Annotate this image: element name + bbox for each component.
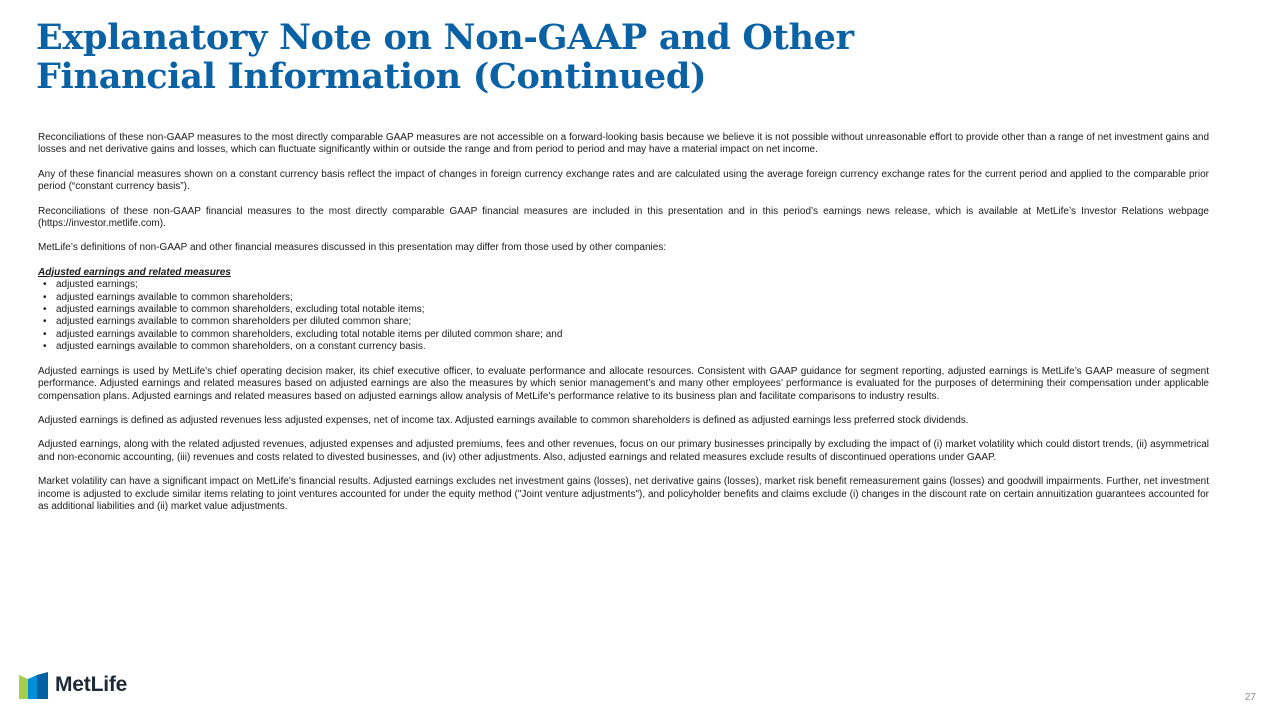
bullet-icon: • [43, 291, 47, 303]
list-item [38, 279, 1209, 291]
metlife-logo [19, 671, 127, 699]
page-title-line-2: Financial Information (Continued) [36, 56, 707, 97]
measures-list [38, 279, 1209, 353]
paragraph-reconciliations: Reconciliations of these non-GAAP financial measures to the most directly comparable GAAP financial measures are included in this presentation and in this period’s earnings news release, which is available at MetLife’s Investor Relations webpage (https://investor.metlife.com). [38, 205, 1209, 230]
body-text [38, 132, 1209, 525]
page-title [36, 18, 1036, 96]
paragraph-adjusted-earnings-definition: Adjusted earnings is defined as adjusted revenues less adjusted expenses, net of income tax. Adjusted earnings available to common shareholders is defined as adjusted earnings less preferred stock dividends. [38, 414, 969, 426]
list-item-text: adjusted earnings available to common shareholders, excluding total notable items per diluted common share; and [56, 328, 563, 340]
list-item-text: adjusted earnings available to common shareholders, excluding total notable items; [56, 304, 425, 316]
list-item-text: adjusted earnings available to common shareholders, on a constant currency basis. [56, 341, 426, 353]
bullet-icon: • [43, 328, 47, 340]
bullet-icon: • [43, 316, 47, 328]
list-item-text: adjusted earnings available to common shareholders per diluted common share; [56, 316, 412, 328]
section-heading: Adjusted earnings and related measures [38, 266, 231, 278]
paragraph-adjusted-earnings-use: Adjusted earnings is used by MetLife's chief operating decision maker, its chief executive officer, to evaluate performance and allocate resources. Consistent with GAAP guidance for segment reporting, adjusted earnings is MetLife’s GAAP measure of segment performance. Adjusted earnings and related measures based on adjusted earnings are also the measures by which senior management’s and many other employees’ performance is evaluated for the purposes of determining their compensation under applicable compensation plans. Adjusted earnings and related measures based on adjusted earnings allow analysis of MetLife's performance relative to its business plan and facilitate comparisons to industry results. [38, 365, 1209, 402]
list-item-text: adjusted earnings; [56, 279, 138, 291]
paragraph-definitions-intro: MetLife’s definitions of non-GAAP and other financial measures discussed in this presentation may differ from those used by other companies: [38, 242, 667, 254]
paragraph-constant-currency: Any of these financial measures shown on a constant currency basis reflect the impact of changes in foreign currency exchange rates and are calculated using the average foreign currency exchange rates for the current period and applied to the comparable prior period (“constant currency basis”). [38, 168, 1209, 193]
list-item [38, 341, 1209, 353]
bullet-icon: • [43, 279, 47, 291]
bullet-icon: • [43, 304, 47, 316]
list-item [38, 304, 1209, 316]
list-item-text: adjusted earnings available to common shareholders; [56, 291, 293, 303]
bullet-icon: • [43, 341, 47, 353]
metlife-m-icon [19, 672, 48, 699]
page-title-line-1: Explanatory Note on Non-GAAP and Other [36, 17, 854, 58]
paragraph-adjusted-earnings-focus: Adjusted earnings, along with the related adjusted revenues, adjusted expenses and adjusted premiums, fees and other revenues, focus on our primary businesses principally by excluding the impact of (i) market volatility which could distort trends, (ii) asymmetrical and non-economic accounting, (iii) revenues and costs related to divested businesses, and (iv) other adjustments. Also, adjusted earnings and related measures exclude results of discontinued operations under GAAP. [38, 439, 1209, 463]
paragraph-forward-looking: Reconciliations of these non-GAAP measures to the most directly comparable GAAP measures are not accessible on a forward-looking basis because we believe it is not possible without unreasonable effort to provide other than a range of net investment gains and losses and net derivative gains and losses, which can fluctuate significantly within or outside the range and from period to period and may have a material impact on net income. [38, 132, 1209, 156]
list-item [38, 329, 1209, 341]
page-number: 27 [1244, 692, 1256, 703]
list-item [38, 292, 1209, 304]
list-item [38, 316, 1209, 328]
paragraph-market-volatility: Market volatility can have a significant impact on MetLife's financial results. Adjusted earnings excludes net investment gains (losses), net derivative gains (losses), market risk benefit remeasurement gains (losses) and goodwill impairments. Further, net investment income is adjusted to exclude similar items relating to joint ventures accounted for under the equity method ("Joint venture adjustments"), and policyholder benefits and claims exclude (i) changes in the discount rate on certain annuitization guarantees accounted for as additional liabilities and (ii) market value adjustments. [38, 476, 1209, 512]
logo-text: MetLife [55, 673, 128, 696]
